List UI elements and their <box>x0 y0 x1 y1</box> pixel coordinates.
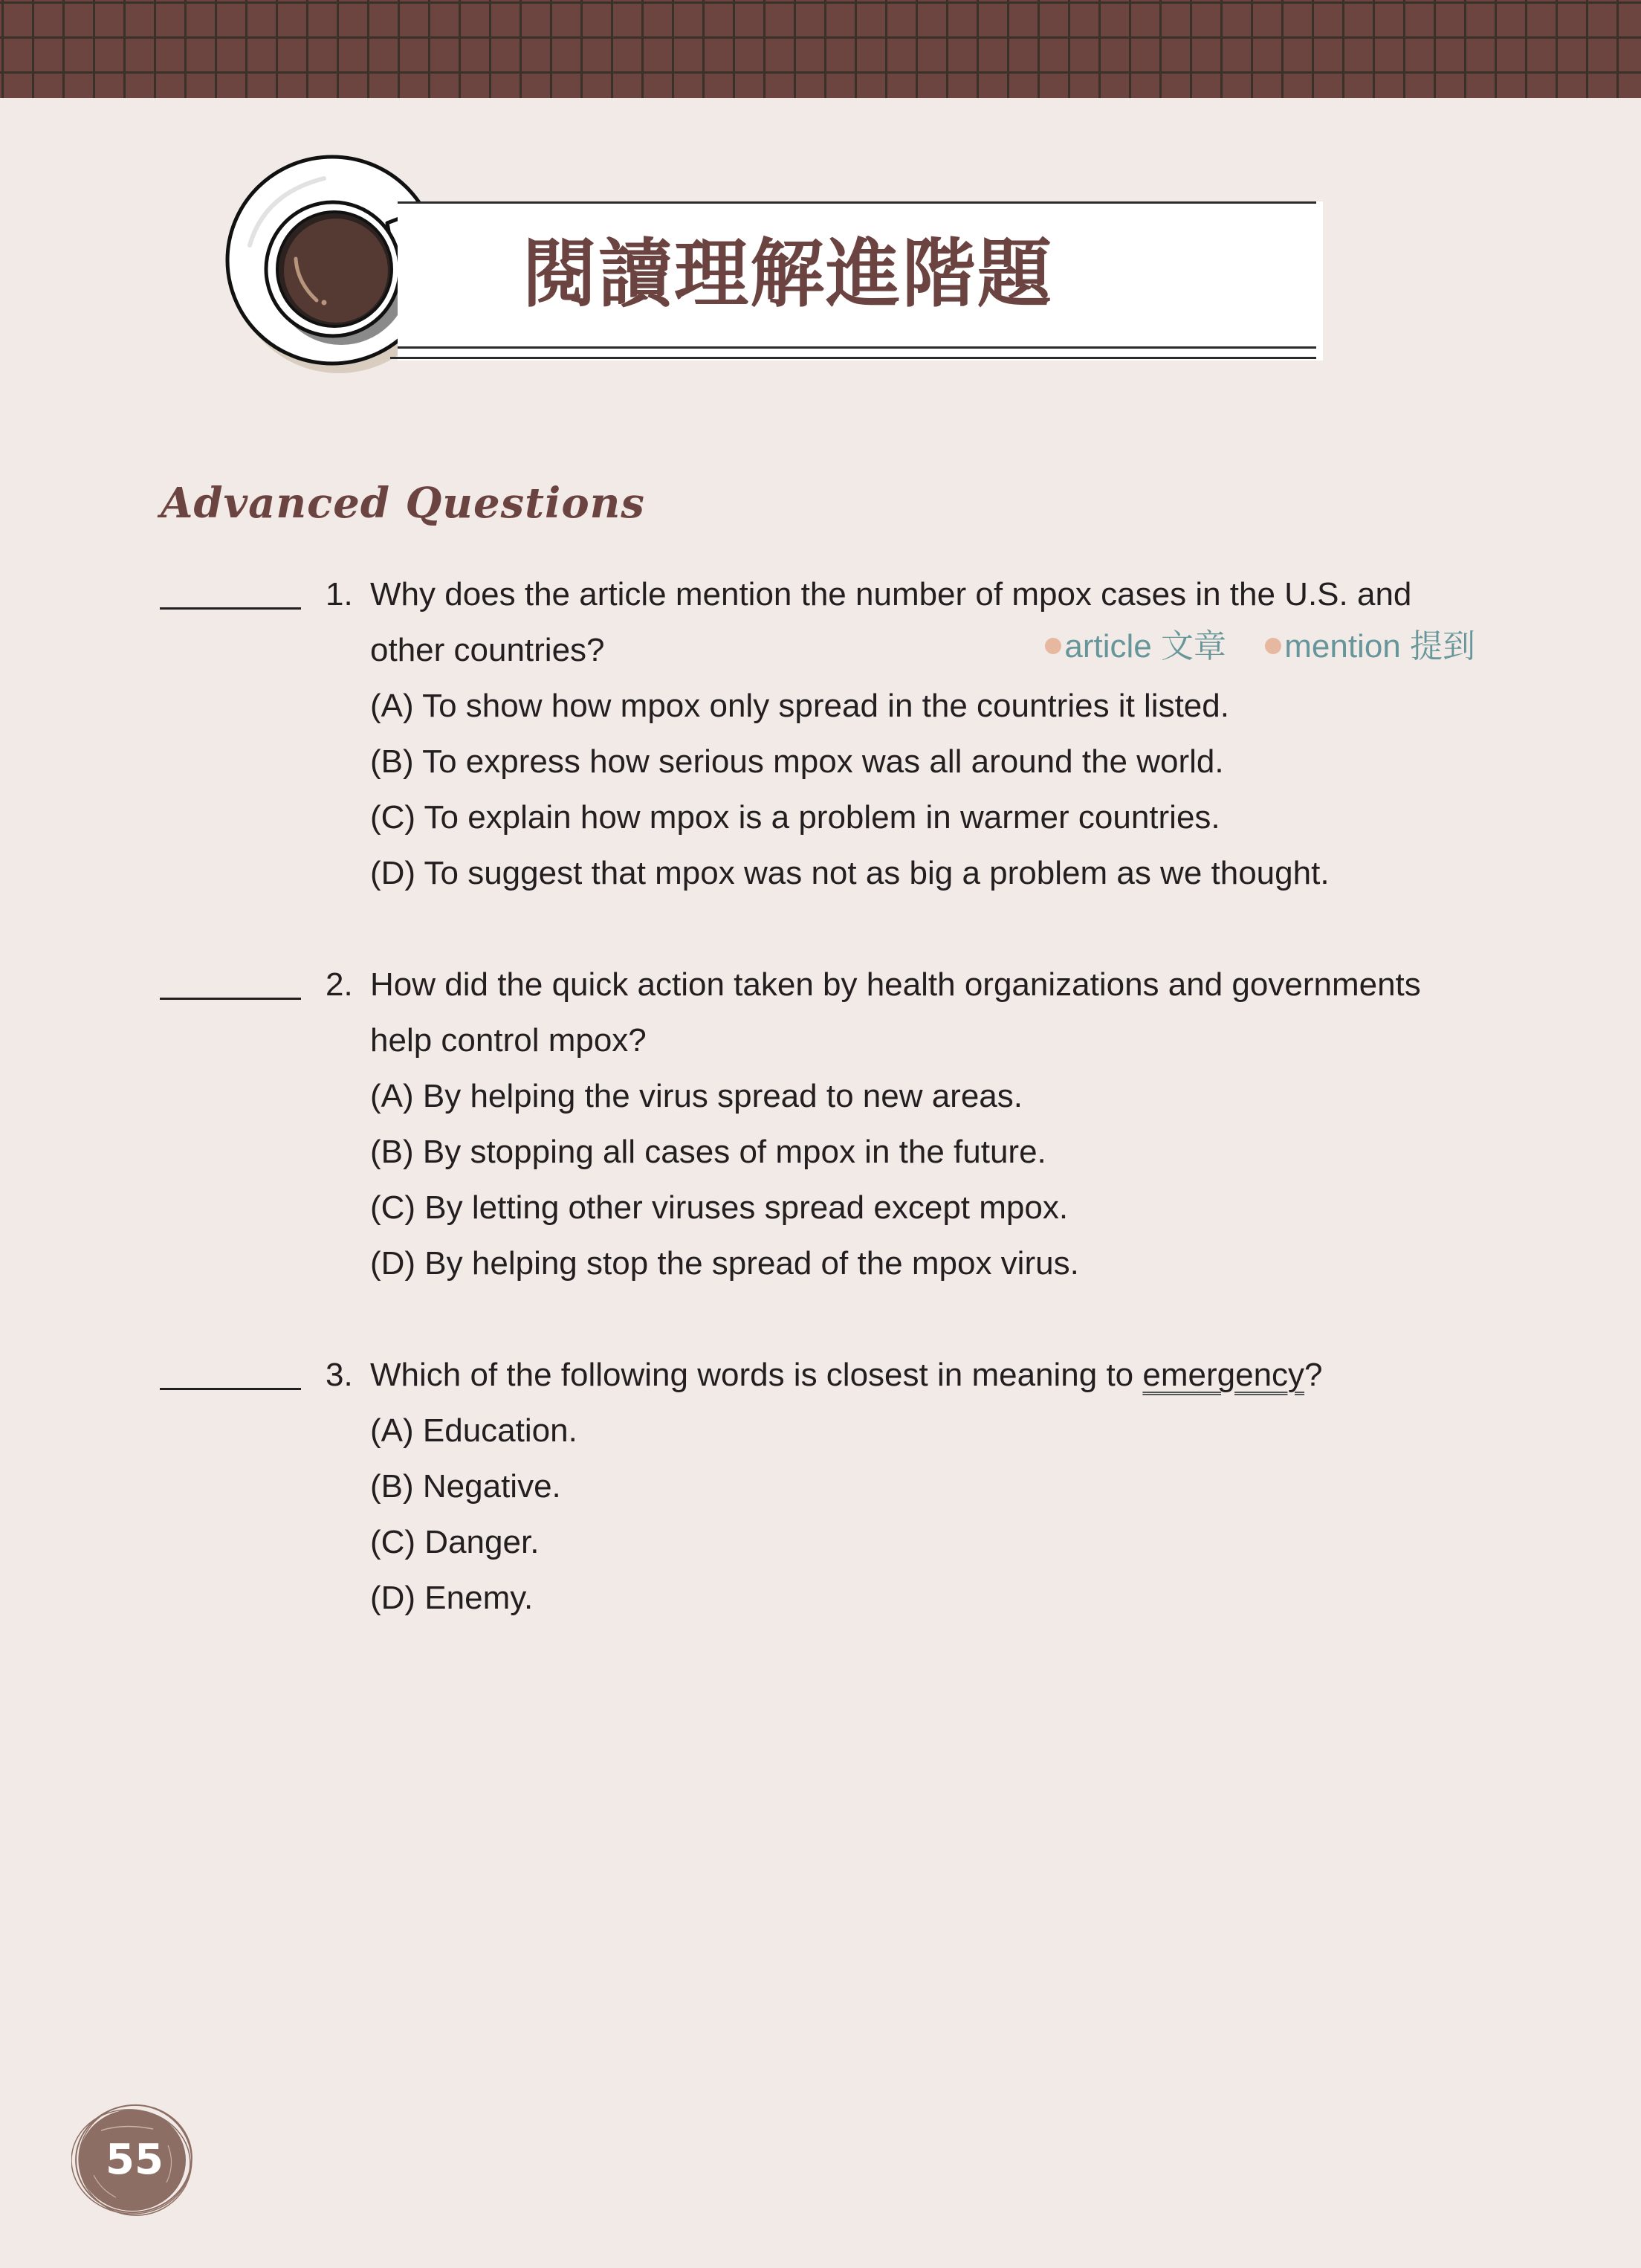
page-title: 閱讀理解進階題 <box>522 230 1053 317</box>
vocab-glosses <box>1045 618 1475 674</box>
answer-blank[interactable] <box>160 1388 301 1390</box>
option-b: (B) Negative. <box>370 1468 561 1505</box>
vocab-item <box>1045 628 1226 665</box>
top-grid-band <box>0 0 1641 98</box>
question-text-line-1 <box>370 1347 1323 1403</box>
vocab-zh: 提到 <box>1410 627 1475 665</box>
question-text-line-2: help control mpox? <box>370 1022 647 1059</box>
underlined-word: emergency <box>1142 1357 1305 1393</box>
option-a: (A) Education. <box>370 1412 577 1449</box>
option-c: (C) To explain how mpox is a problem in warmer countries. <box>370 799 1220 836</box>
option-d: (D) Enemy. <box>370 1580 534 1616</box>
vocab-en: article <box>1064 628 1152 665</box>
option-a: (A) By helping the virus spread to new areas. <box>370 1078 1023 1114</box>
option-d: (D) To suggest that mpox was not as big a problem as we thought. <box>370 855 1330 891</box>
section-heading: Advanced Questions <box>161 479 645 528</box>
question-number: 3. <box>326 1357 353 1393</box>
title-banner <box>398 201 1323 361</box>
question-text-line-1: Why does the article mention the number of mpox cases in the U.S. and <box>370 576 1412 613</box>
question-suffix: ? <box>1304 1357 1323 1393</box>
coffee-highlight-dot <box>322 300 327 306</box>
answer-blank[interactable] <box>160 607 301 610</box>
vocab-en: mention <box>1284 628 1401 665</box>
question-number: 2. <box>326 966 353 1003</box>
bullet-dot-icon <box>1045 638 1061 654</box>
question-number: 1. <box>326 576 353 613</box>
vocab-zh: 文章 <box>1160 627 1226 665</box>
banner-bottom-line-1 <box>398 346 1316 349</box>
question-text-line-2: other countries? <box>370 632 605 668</box>
option-a: (A) To show how mpox only spread in the countries it listed. <box>370 688 1229 724</box>
option-d: (D) By helping stop the spread of the mpox virus. <box>370 1245 1079 1282</box>
question-text: Which of the following words is closest in meaning to <box>370 1357 1143 1393</box>
banner-bottom-line-2 <box>390 357 1316 359</box>
banner-top-line <box>398 201 1316 204</box>
option-b: (B) By stopping all cases of mpox in the future. <box>370 1134 1046 1170</box>
page-number: 55 <box>106 2136 164 2184</box>
answer-blank[interactable] <box>160 998 301 1000</box>
bullet-dot-icon <box>1265 638 1281 654</box>
option-b: (B) To express how serious mpox was all around the world. <box>370 743 1224 780</box>
option-c: (C) Danger. <box>370 1524 540 1560</box>
vocab-item <box>1265 628 1475 665</box>
option-c: (C) By letting other viruses spread except mpox. <box>370 1189 1069 1226</box>
question-text-line-1: How did the quick action taken by health organizations and governments <box>370 966 1421 1003</box>
